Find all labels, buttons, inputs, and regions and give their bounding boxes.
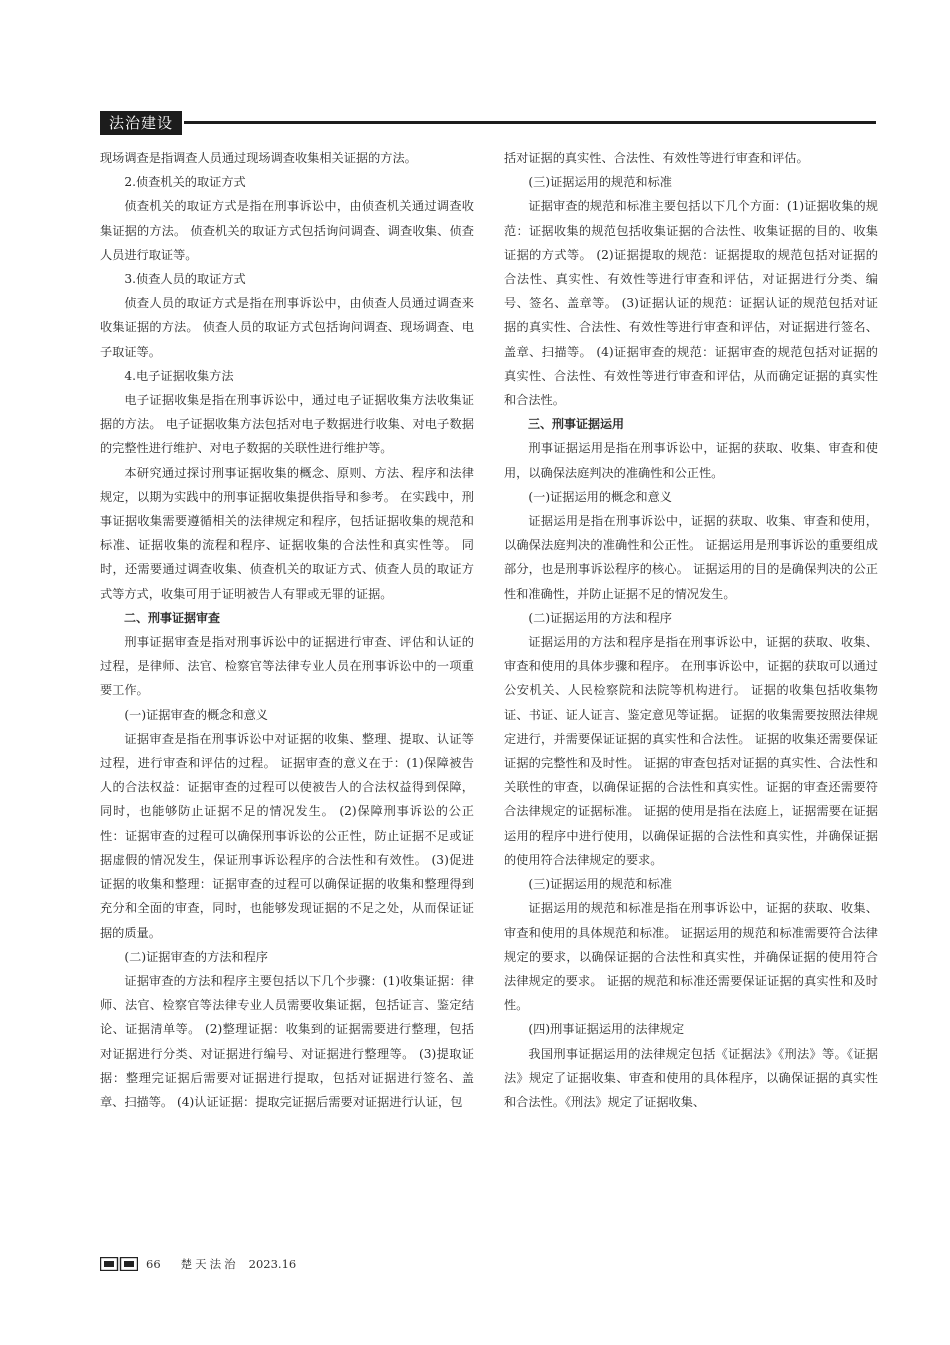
paragraph: 刑事证据运用是指在刑事诉讼中，证据的获取、收集、审查和使用，以确保法庭判决的准确性和公正性。 bbox=[504, 441, 878, 480]
magazine-name: 楚天法治 bbox=[180, 1257, 239, 1271]
paragraph: 证据审查是指在刑事诉讼中对证据的收集、整理、提取、认证等过程，进行审查和评估的过程。 证据审查的意义在于：(1)保障被告人的合法权益：证据审查的过程可以使被告人的合法权益得到保障，同时，也能够防止证据不足的情况发生。 (2)保障刑事诉讼的公正性：证据审查的过程可以确保刑事诉讼的公正性，防止证据不足或证据虚假的情况发生，保证刑事诉讼程序的合法性和有效性。 (3)促进证据的收集和整理：证据审查的过程可以确保证据的收集和整理得到充分和全面的审查，同时，也能够发现证据的不足之处，从而保证证据的质量。 bbox=[100, 731, 474, 940]
section-tag: 法治建设 bbox=[100, 111, 182, 135]
paragraph: 证据审查的规范和标准主要包括以下几个方面：(1)证据收集的规范：证据收集的规范包括收集证据的合法性、收集证据的目的、收集证据的方式等。 (2)证据提取的规范：证据提取的规范包括对证据的合法性、真实性、有效性等进行审查和评估，对证据进行分类、编号、签名、盖章等。 (3)证据认证的规范：证据认证的规范包括对证据的真实性、合法性、有效性等进行审查和评估，对证据进行签名、盖章、扫描等。 (4)证据审查的规范：证据审查的规范包括对证据的真实性、合法性、有效性等进行审查和评估，从而确定证据的真实性和合法性。 bbox=[504, 199, 878, 408]
paragraph: 侦查人员的取证方式是指在刑事诉讼中，由侦查人员通过调查来收集证据的方法。 侦查人员的取证方式包括询问调查、现场调查、电子取证等。 bbox=[100, 296, 474, 359]
subheading: 3.侦查人员的取证方式 bbox=[124, 272, 246, 287]
subheading: (二)证据审查的方法和程序 bbox=[124, 949, 268, 964]
paragraph: 侦查机关的取证方式是指在刑事诉讼中，由侦查机关通过调查收集证据的方法。 侦查机关的取证方式包括询问调查、调查收集、侦查人员进行取证等。 bbox=[100, 199, 474, 262]
paragraph: 本研究通过探讨刑事证据收集的概念、原则、方法、程序和法律规定，以期为实践中的刑事证据收集提供指导和参考。 在实践中，刑事证据收集需要遵循相关的法律规定和程序，包括证据收集的规范和标准、证据收集的流程和程序、证据收集的合法性和真实性等。 同时，还需要通过调查收集、侦查机关的取证方式、侦查人员的取证方式等方式，收集可用于证明被告人有罪或无罪的证据。 bbox=[100, 465, 474, 601]
paragraph: 刑事证据审查是指对刑事诉讼中的证据进行审查、评估和认证的过程，是律师、法官、检察官等法律专业人员在刑事诉讼中的一项重要工作。 bbox=[100, 635, 474, 698]
right-column bbox=[504, 146, 878, 1114]
paragraph: 电子证据收集是指在刑事诉讼中，通过电子证据收集方法收集证据的方法。 电子证据收集方法包括对电子数据进行收集、对电子数据的完整性进行维护、对电子数据的关联性进行维护等。 bbox=[100, 393, 474, 456]
subheading: (一)证据审查的概念和意义 bbox=[124, 707, 268, 722]
footer bbox=[100, 1256, 296, 1272]
page-number: 66 bbox=[146, 1257, 161, 1271]
paragraph: 证据运用的规范和标准是指在刑事诉讼中，证据的获取、收集、审查和使用的具体规范和标准。 证据运用的规范和标准需要符合法律规定的要求，以确保证据的合法性和真实性，并确保证据的使用符合法律规定的要求。 证据的规范和标准还需要保证证据的真实性和及时性。 bbox=[504, 901, 878, 1013]
subheading: (三)证据运用的规范和标准 bbox=[528, 175, 672, 190]
subheading: (四)刑事证据运用的法律规定 bbox=[528, 1022, 685, 1037]
subheading: (一)证据运用的概念和意义 bbox=[528, 489, 672, 504]
paragraph: 证据运用的方法和程序是指在刑事诉讼中，证据的获取、收集、审查和使用的具体步骤和程序。 在刑事诉讼中，证据的获取可以通过公安机关、人民检察院和法院等机构进行。 证据的收集包括收集物证、书证、证人证言、鉴定意见等证据。 证据的收集需要按照法律规定进行，并需要保证证据的真实性和合法性。 证据的收集还需要保证证据的完整性和及时性。 证据的审查包括对证据的真实性、合法性和关联性的审查，以确保证据的合法性和真实性。证据的审查还需要符合法律规定的证据标准。 证据的使用是指在法庭上，证据需要在证据运用的程序中进行使用，以确保证据的合法性和真实性，并确保证据的使用符合法律规定的要求。 bbox=[504, 635, 878, 867]
subheading: 4.电子证据收集方法 bbox=[124, 368, 234, 383]
magazine-logo-icon bbox=[100, 1257, 138, 1271]
section-heading: 三、刑事证据运用 bbox=[528, 417, 625, 432]
paragraph: 括对证据的真实性、合法性、有效性等进行审查和评估。 bbox=[504, 151, 809, 165]
issue-number: 2023.16 bbox=[248, 1257, 297, 1271]
subheading: 2.侦查机关的取证方式 bbox=[124, 175, 246, 190]
section-heading: 二、刑事证据审查 bbox=[124, 610, 221, 625]
left-column bbox=[100, 146, 474, 1114]
paragraph: 我国刑事证据运用的法律规定包括《证据法》《刑法》等。《证据法》规定了证据收集、审查和使用的具体程序，以确保证据的真实性和合法性。《刑法》规定了证据收集、 bbox=[504, 1046, 878, 1109]
header-rule bbox=[184, 121, 876, 124]
subheading: (二)证据运用的方法和程序 bbox=[528, 610, 672, 625]
paragraph: 现场调查是指调查人员通过现场调查收集相关证据的方法。 bbox=[100, 151, 417, 165]
paragraph: 证据审查的方法和程序主要包括以下几个步骤：(1)收集证据：律师、法官、检察官等法律专业人员需要收集证据，包括证言、鉴定结论、证据清单等。 (2)整理证据：收集到的证据需要进行整理，包括对证据进行分类、对证据进行编号、对证据进行整理等。 (3)提取证据：整理完证据后需要对证据进行提取，包括对证据进行签名、盖章、扫描等。 (4)认证证据：提取完证据后需要对证据进行认证，包 bbox=[100, 973, 474, 1109]
paragraph: 证据运用是指在刑事诉讼中，证据的获取、收集、审查和使用，以确保法庭判决的准确性和公正性。 证据运用是刑事诉讼的重要组成部分，也是刑事诉讼程序的核心。 证据运用的目的是确保判决的公正性和准确性，并防止证据不足的情况发生。 bbox=[504, 514, 878, 601]
subheading: (三)证据运用的规范和标准 bbox=[528, 877, 672, 892]
